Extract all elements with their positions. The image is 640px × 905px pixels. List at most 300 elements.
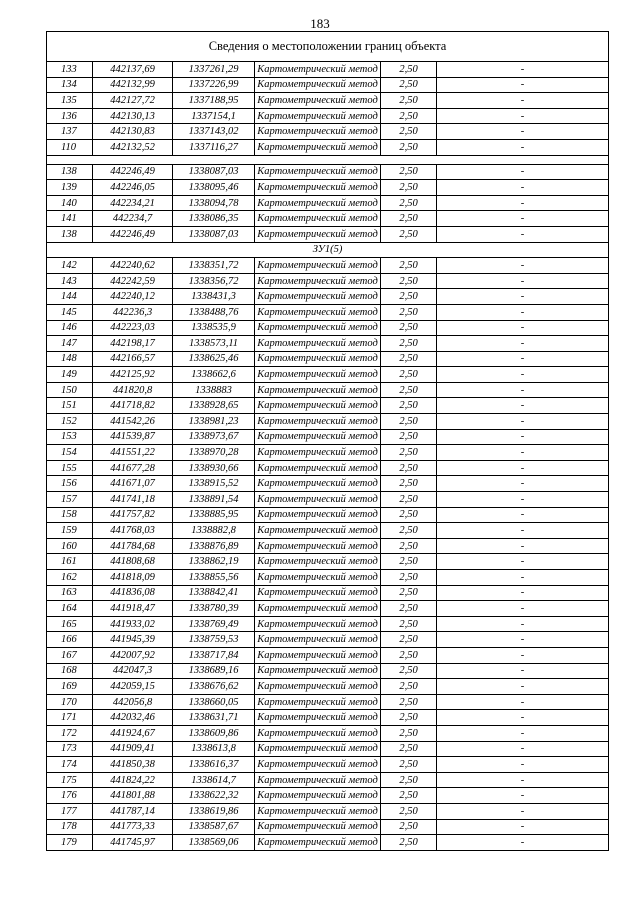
description-cell: - [437,180,609,196]
y-coordinate-cell: 1338356,72 [173,273,255,289]
y-coordinate-cell: 1338613,8 [173,741,255,757]
y-coordinate-cell: 1338573,11 [173,336,255,352]
x-coordinate-cell: 442132,52 [93,139,173,155]
method-cell: Картометрический метод [255,835,381,851]
x-coordinate-cell: 442137,69 [93,62,173,78]
method-cell: Картометрический метод [255,226,381,242]
y-coordinate-cell: 1337154,1 [173,108,255,124]
y-coordinate-cell: 1338660,05 [173,694,255,710]
point-number-cell: 140 [47,195,93,211]
accuracy-cell: 2,50 [381,304,437,320]
y-coordinate-cell: 1338883 [173,382,255,398]
y-coordinate-cell: 1338614,7 [173,772,255,788]
x-coordinate-cell: 442246,05 [93,180,173,196]
y-coordinate-cell: 1338095,46 [173,180,255,196]
method-cell: Картометрический метод [255,710,381,726]
y-coordinate-cell: 1338676,62 [173,679,255,695]
x-coordinate-cell: 442127,72 [93,93,173,109]
method-cell: Картометрический метод [255,139,381,155]
method-cell: Картометрический метод [255,414,381,430]
y-coordinate-cell: 1337261,29 [173,62,255,78]
point-number-cell: 153 [47,429,93,445]
x-coordinate-cell: 441801,88 [93,788,173,804]
x-coordinate-cell: 442234,7 [93,211,173,227]
point-number-cell: 177 [47,803,93,819]
accuracy-cell: 2,50 [381,772,437,788]
description-cell: - [437,429,609,445]
y-coordinate-cell: 1338587,67 [173,819,255,835]
y-coordinate-cell: 1338891,54 [173,492,255,508]
x-coordinate-cell: 442132,99 [93,77,173,93]
point-number-cell: 135 [47,93,93,109]
x-coordinate-cell: 442130,83 [93,124,173,140]
table-row [47,788,609,804]
description-cell: - [437,164,609,180]
accuracy-cell: 2,50 [381,429,437,445]
group-row [47,242,609,258]
method-cell: Картометрический метод [255,616,381,632]
description-cell: - [437,226,609,242]
description-cell: - [437,320,609,336]
method-cell: Картометрический метод [255,77,381,93]
y-coordinate-cell: 1338876,89 [173,538,255,554]
x-coordinate-cell: 441768,03 [93,523,173,539]
method-cell: Картометрический метод [255,819,381,835]
description-cell: - [437,819,609,835]
accuracy-cell: 2,50 [381,336,437,352]
point-number-cell: 149 [47,367,93,383]
point-number-cell: 163 [47,585,93,601]
method-cell: Картометрический метод [255,398,381,414]
accuracy-cell: 2,50 [381,788,437,804]
accuracy-cell: 2,50 [381,139,437,155]
y-coordinate-cell: 1338759,53 [173,632,255,648]
point-number-cell: 144 [47,289,93,305]
table-row [47,226,609,242]
point-number-cell: 154 [47,445,93,461]
y-coordinate-cell: 1338930,66 [173,460,255,476]
description-cell: - [437,195,609,211]
point-number-cell: 136 [47,108,93,124]
description-cell: - [437,93,609,109]
x-coordinate-cell: 442056,8 [93,694,173,710]
table-row [47,554,609,570]
method-cell: Картометрический метод [255,93,381,109]
description-cell: - [437,570,609,586]
description-cell: - [437,757,609,773]
method-cell: Картометрический метод [255,336,381,352]
description-cell: - [437,211,609,227]
x-coordinate-cell: 442007,92 [93,647,173,663]
accuracy-cell: 2,50 [381,663,437,679]
x-coordinate-cell: 441551,22 [93,445,173,461]
table-row [47,429,609,445]
description-cell: - [437,616,609,632]
method-cell: Картометрический метод [255,320,381,336]
accuracy-cell: 2,50 [381,398,437,414]
point-number-cell: 165 [47,616,93,632]
description-cell: - [437,273,609,289]
table-row [47,476,609,492]
x-coordinate-cell: 442125,92 [93,367,173,383]
table-row [47,616,609,632]
x-coordinate-cell: 441824,22 [93,772,173,788]
description-cell: - [437,647,609,663]
method-cell: Картометрический метод [255,523,381,539]
y-coordinate-cell: 1338087,03 [173,226,255,242]
table-row [47,507,609,523]
method-cell: Картометрический метод [255,273,381,289]
point-number-cell: 168 [47,663,93,679]
table-row [47,679,609,695]
description-cell: - [437,694,609,710]
y-coordinate-cell: 1337226,99 [173,77,255,93]
accuracy-cell: 2,50 [381,647,437,663]
accuracy-cell: 2,50 [381,803,437,819]
description-cell: - [437,585,609,601]
point-number-cell: 141 [47,211,93,227]
point-number-cell: 142 [47,258,93,274]
description-cell: - [437,62,609,78]
description-cell: - [437,710,609,726]
point-number-cell: 156 [47,476,93,492]
table-row [47,585,609,601]
y-coordinate-cell: 1338625,46 [173,351,255,367]
accuracy-cell: 2,50 [381,538,437,554]
method-cell: Картометрический метод [255,788,381,804]
accuracy-cell: 2,50 [381,554,437,570]
x-coordinate-cell: 441671,07 [93,476,173,492]
spacer-row [47,155,609,164]
description-cell: - [437,725,609,741]
method-cell: Картометрический метод [255,647,381,663]
table-row [47,124,609,140]
y-coordinate-cell: 1338569,06 [173,835,255,851]
table-row [47,211,609,227]
point-number-cell: 133 [47,62,93,78]
table-row [47,164,609,180]
accuracy-cell: 2,50 [381,445,437,461]
y-coordinate-cell: 1338769,49 [173,616,255,632]
table-row [47,108,609,124]
y-coordinate-cell: 1338094,78 [173,195,255,211]
accuracy-cell: 2,50 [381,819,437,835]
point-number-cell: 160 [47,538,93,554]
accuracy-cell: 2,50 [381,679,437,695]
y-coordinate-cell: 1338087,03 [173,164,255,180]
table-row [47,273,609,289]
description-cell: - [437,445,609,461]
method-cell: Картометрический метод [255,772,381,788]
point-number-cell: 157 [47,492,93,508]
point-number-cell: 173 [47,741,93,757]
y-coordinate-cell: 1338981,23 [173,414,255,430]
table-header-row [47,32,609,62]
table-row [47,570,609,586]
accuracy-cell: 2,50 [381,835,437,851]
point-number-cell: 167 [47,647,93,663]
table-row [47,741,609,757]
method-cell: Картометрический метод [255,124,381,140]
method-cell: Картометрический метод [255,741,381,757]
table-row [47,835,609,851]
point-number-cell: 162 [47,570,93,586]
description-cell: - [437,538,609,554]
y-coordinate-cell: 1338970,28 [173,445,255,461]
description-cell: - [437,788,609,804]
accuracy-cell: 2,50 [381,710,437,726]
description-cell: - [437,492,609,508]
table-row [47,601,609,617]
table-row [47,320,609,336]
table-row [47,351,609,367]
method-cell: Картометрический метод [255,445,381,461]
accuracy-cell: 2,50 [381,351,437,367]
point-number-cell: 139 [47,180,93,196]
accuracy-cell: 2,50 [381,180,437,196]
point-number-cell: 134 [47,77,93,93]
table-row [47,772,609,788]
table-row [47,180,609,196]
method-cell: Картометрический метод [255,725,381,741]
accuracy-cell: 2,50 [381,492,437,508]
point-number-cell: 146 [47,320,93,336]
x-coordinate-cell: 441818,09 [93,570,173,586]
method-cell: Картометрический метод [255,460,381,476]
point-number-cell: 137 [47,124,93,140]
point-number-cell: 158 [47,507,93,523]
table-row [47,647,609,663]
x-coordinate-cell: 442246,49 [93,164,173,180]
x-coordinate-cell: 442032,46 [93,710,173,726]
method-cell: Картометрический метод [255,803,381,819]
description-cell: - [437,77,609,93]
point-number-cell: 152 [47,414,93,430]
table-row [47,304,609,320]
point-number-cell: 150 [47,382,93,398]
description-cell: - [437,835,609,851]
table-row [47,725,609,741]
point-number-cell: 147 [47,336,93,352]
description-cell: - [437,554,609,570]
x-coordinate-cell: 442242,59 [93,273,173,289]
table-row [47,77,609,93]
table-row [47,398,609,414]
x-coordinate-cell: 441757,82 [93,507,173,523]
x-coordinate-cell: 441836,08 [93,585,173,601]
y-coordinate-cell: 1337188,95 [173,93,255,109]
table-row [47,523,609,539]
accuracy-cell: 2,50 [381,694,437,710]
x-coordinate-cell: 441784,68 [93,538,173,554]
x-coordinate-cell: 442223,03 [93,320,173,336]
x-coordinate-cell: 441820,8 [93,382,173,398]
method-cell: Картометрический метод [255,492,381,508]
method-cell: Картометрический метод [255,585,381,601]
x-coordinate-cell: 441539,87 [93,429,173,445]
y-coordinate-cell: 1338973,67 [173,429,255,445]
point-number-cell: 175 [47,772,93,788]
accuracy-cell: 2,50 [381,523,437,539]
y-coordinate-cell: 1338622,32 [173,788,255,804]
y-coordinate-cell: 1337143,02 [173,124,255,140]
x-coordinate-cell: 442246,49 [93,226,173,242]
x-coordinate-cell: 441909,41 [93,741,173,757]
x-coordinate-cell: 442198,17 [93,336,173,352]
accuracy-cell: 2,50 [381,616,437,632]
point-number-cell: 169 [47,679,93,695]
description-cell: - [437,523,609,539]
y-coordinate-cell: 1338862,19 [173,554,255,570]
x-coordinate-cell: 441718,82 [93,398,173,414]
x-coordinate-cell: 441945,39 [93,632,173,648]
y-coordinate-cell: 1338885,95 [173,507,255,523]
description-cell: - [437,367,609,383]
method-cell: Картометрический метод [255,570,381,586]
table-row [47,710,609,726]
table-row [47,289,609,305]
table-row [47,632,609,648]
accuracy-cell: 2,50 [381,570,437,586]
description-cell: - [437,382,609,398]
table-row [47,93,609,109]
boundary-table [46,31,609,851]
method-cell: Картометрический метод [255,507,381,523]
y-coordinate-cell: 1338616,37 [173,757,255,773]
point-number-cell: 170 [47,694,93,710]
method-cell: Картометрический метод [255,632,381,648]
y-coordinate-cell: 1338842,41 [173,585,255,601]
method-cell: Картометрический метод [255,382,381,398]
point-number-cell: 110 [47,139,93,155]
y-coordinate-cell: 1338780,39 [173,601,255,617]
description-cell: - [437,679,609,695]
table-row [47,803,609,819]
point-number-cell: 161 [47,554,93,570]
point-number-cell: 159 [47,523,93,539]
accuracy-cell: 2,50 [381,725,437,741]
accuracy-cell: 2,50 [381,195,437,211]
accuracy-cell: 2,50 [381,289,437,305]
y-coordinate-cell: 1338717,84 [173,647,255,663]
accuracy-cell: 2,50 [381,164,437,180]
accuracy-cell: 2,50 [381,476,437,492]
table-row [47,139,609,155]
accuracy-cell: 2,50 [381,601,437,617]
method-cell: Картометрический метод [255,211,381,227]
x-coordinate-cell: 442240,62 [93,258,173,274]
y-coordinate-cell: 1337116,27 [173,139,255,155]
accuracy-cell: 2,50 [381,507,437,523]
y-coordinate-cell: 1338662,6 [173,367,255,383]
method-cell: Картометрический метод [255,694,381,710]
point-number-cell: 178 [47,819,93,835]
table-row [47,538,609,554]
accuracy-cell: 2,50 [381,741,437,757]
accuracy-cell: 2,50 [381,62,437,78]
x-coordinate-cell: 441741,18 [93,492,173,508]
method-cell: Картометрический метод [255,429,381,445]
method-cell: Картометрический метод [255,554,381,570]
table-row [47,819,609,835]
method-cell: Картометрический метод [255,476,381,492]
point-number-cell: 148 [47,351,93,367]
accuracy-cell: 2,50 [381,460,437,476]
x-coordinate-cell: 442234,21 [93,195,173,211]
method-cell: Картометрический метод [255,195,381,211]
description-cell: - [437,601,609,617]
y-coordinate-cell: 1338086,35 [173,211,255,227]
description-cell: - [437,460,609,476]
y-coordinate-cell: 1338609,86 [173,725,255,741]
accuracy-cell: 2,50 [381,211,437,227]
method-cell: Картометрический метод [255,757,381,773]
point-number-cell: 179 [47,835,93,851]
y-coordinate-cell: 1338535,9 [173,320,255,336]
description-cell: - [437,336,609,352]
description-cell: - [437,108,609,124]
table-row [47,694,609,710]
x-coordinate-cell: 442166,57 [93,351,173,367]
table-row [47,336,609,352]
method-cell: Картометрический метод [255,258,381,274]
x-coordinate-cell: 441773,33 [93,819,173,835]
method-cell: Картометрический метод [255,289,381,305]
accuracy-cell: 2,50 [381,93,437,109]
x-coordinate-cell: 441850,38 [93,757,173,773]
description-cell: - [437,507,609,523]
point-number-cell: 151 [47,398,93,414]
method-cell: Картометрический метод [255,367,381,383]
y-coordinate-cell: 1338915,52 [173,476,255,492]
point-number-cell: 171 [47,710,93,726]
description-cell: - [437,476,609,492]
accuracy-cell: 2,50 [381,414,437,430]
table-row [47,258,609,274]
method-cell: Картометрический метод [255,663,381,679]
point-number-cell: 138 [47,226,93,242]
point-number-cell: 138 [47,164,93,180]
description-cell: - [437,139,609,155]
method-cell: Картометрический метод [255,304,381,320]
y-coordinate-cell: 1338882,8 [173,523,255,539]
accuracy-cell: 2,50 [381,273,437,289]
description-cell: - [437,124,609,140]
description-cell: - [437,741,609,757]
accuracy-cell: 2,50 [381,258,437,274]
point-number-cell: 145 [47,304,93,320]
description-cell: - [437,289,609,305]
point-number-cell: 172 [47,725,93,741]
x-coordinate-cell: 441924,67 [93,725,173,741]
method-cell: Картометрический метод [255,538,381,554]
method-cell: Картометрический метод [255,164,381,180]
method-cell: Картометрический метод [255,351,381,367]
table-row [47,460,609,476]
table-row [47,62,609,78]
y-coordinate-cell: 1338631,71 [173,710,255,726]
accuracy-cell: 2,50 [381,382,437,398]
method-cell: Картометрический метод [255,62,381,78]
accuracy-cell: 2,50 [381,367,437,383]
group-label: ЗУ1(5) [47,242,609,258]
description-cell: - [437,663,609,679]
x-coordinate-cell: 441677,28 [93,460,173,476]
accuracy-cell: 2,50 [381,124,437,140]
y-coordinate-cell: 1338855,56 [173,570,255,586]
method-cell: Картометрический метод [255,108,381,124]
spacer-cell [47,155,609,164]
